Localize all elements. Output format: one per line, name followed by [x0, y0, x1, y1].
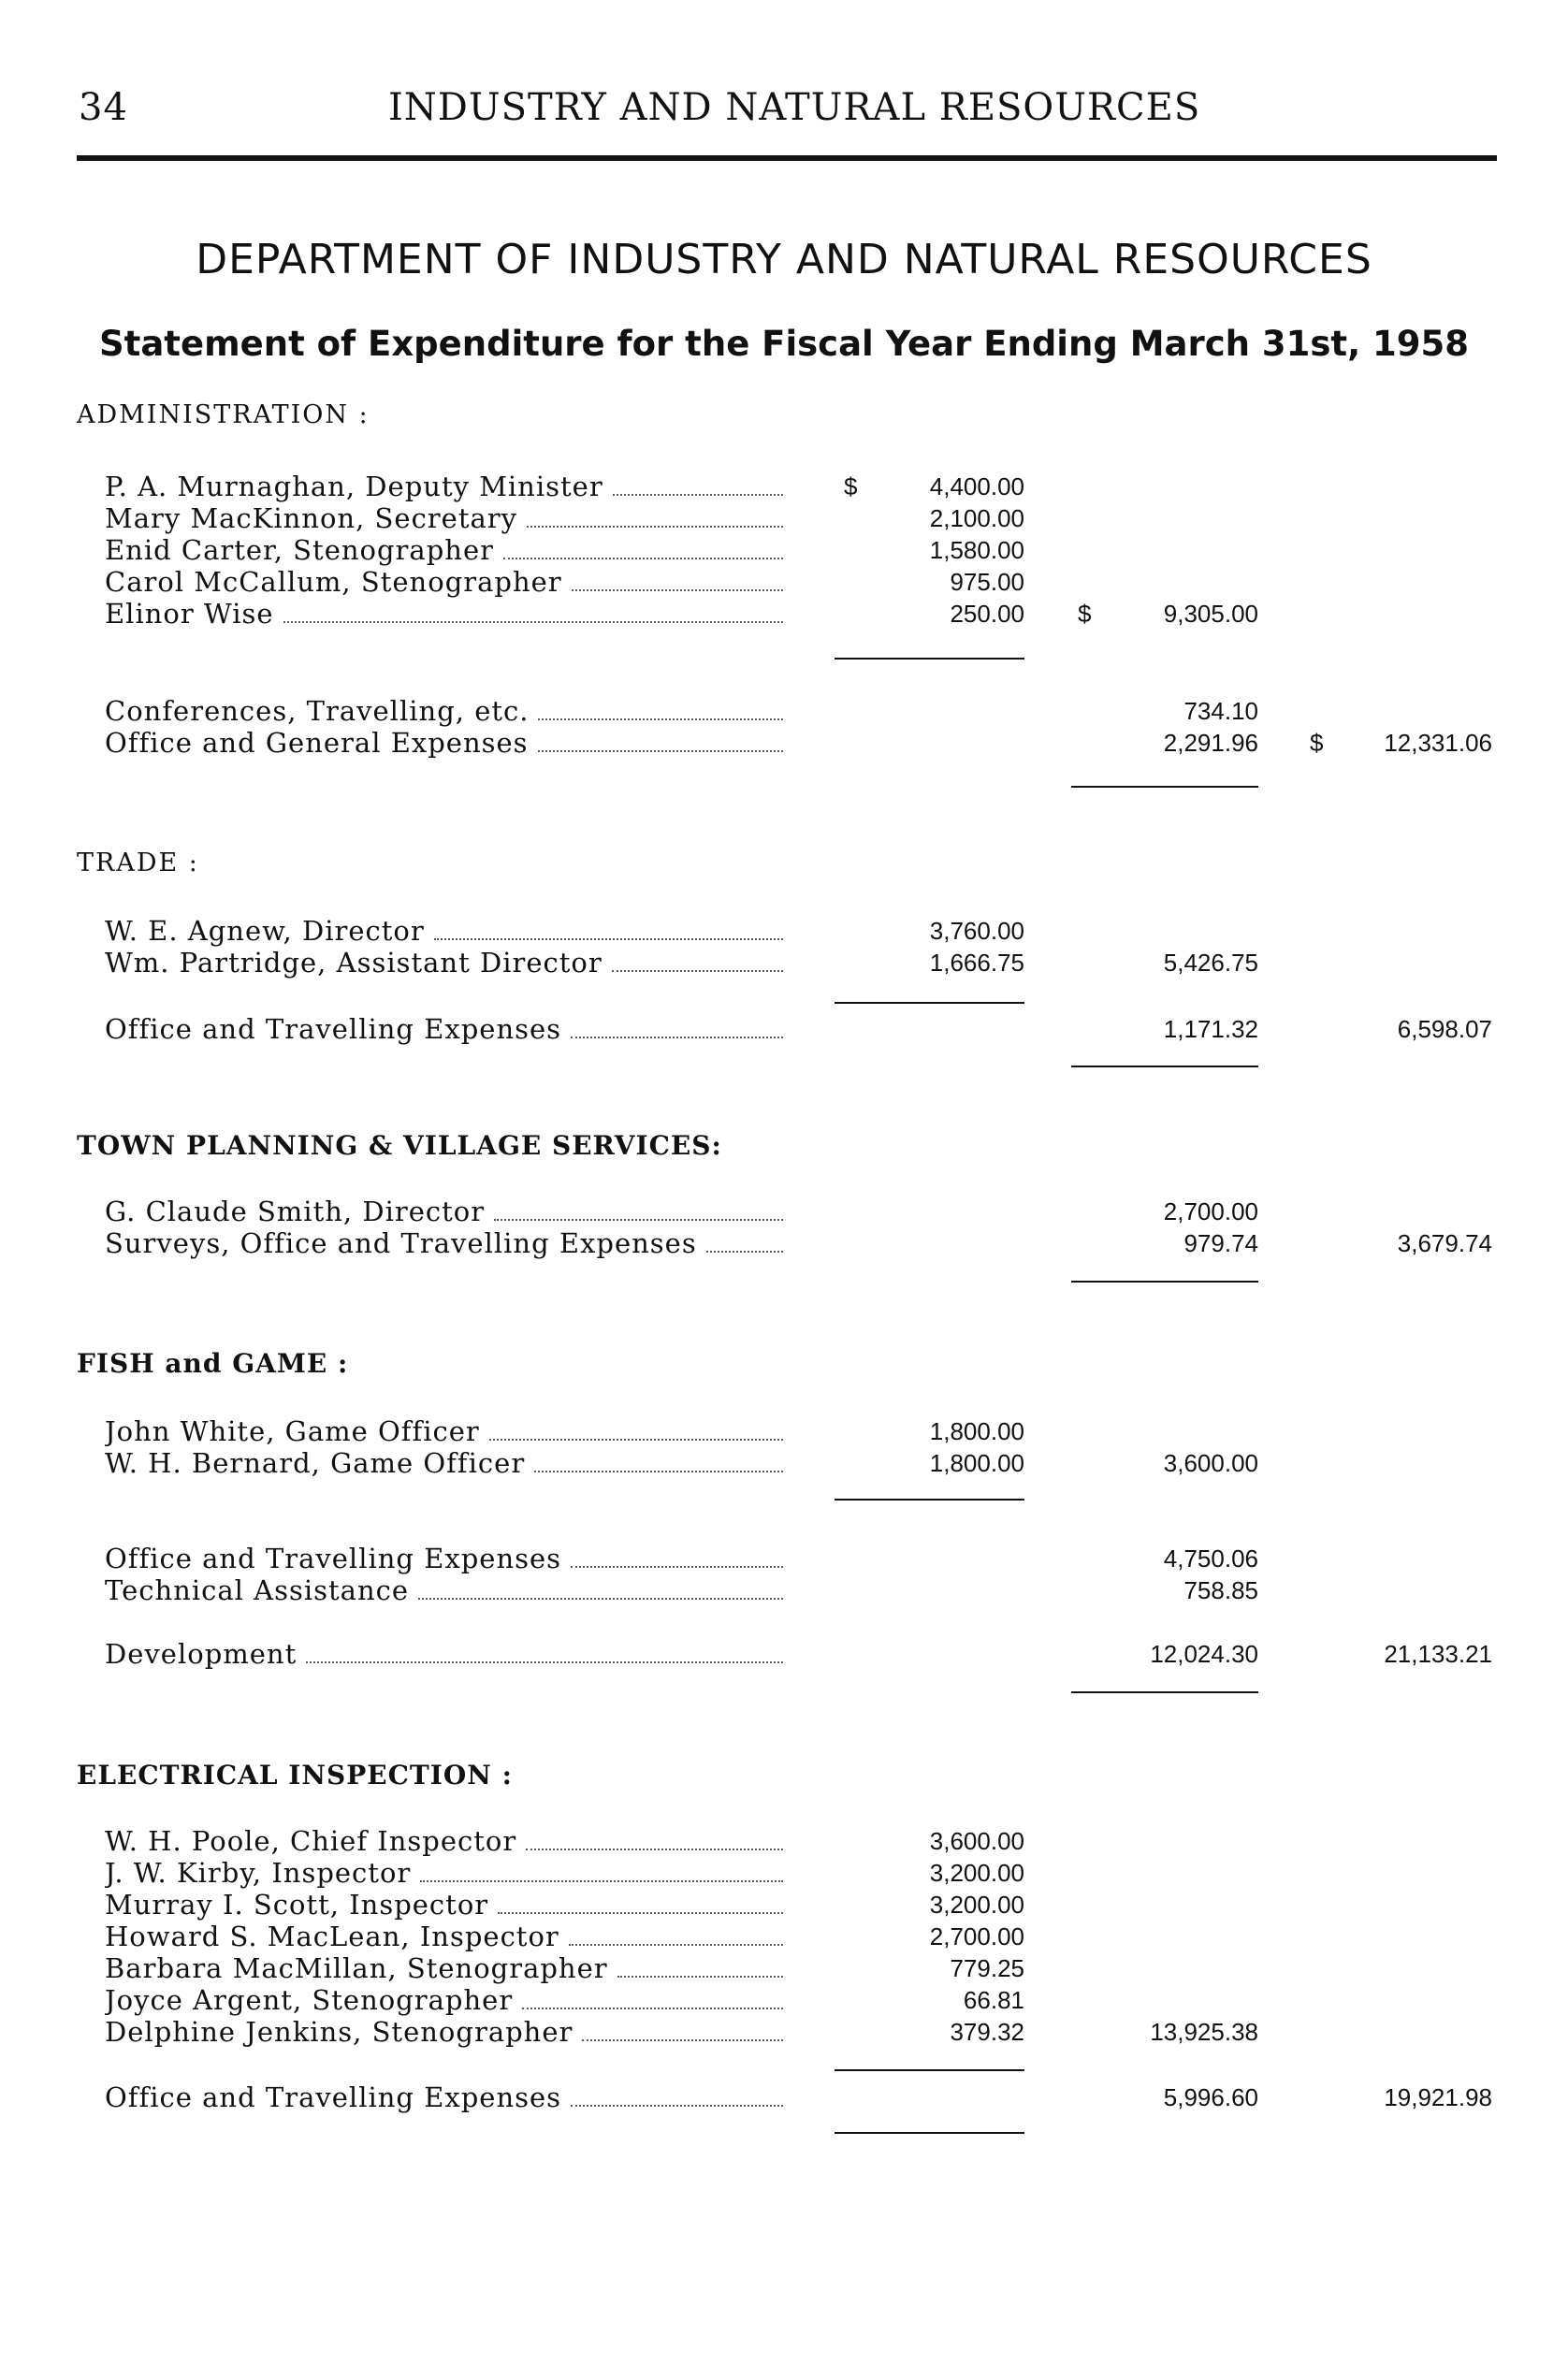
running-title: INDUSTRY AND NATURAL RESOURCES [388, 86, 1201, 129]
row-amount: 379.32 [950, 2018, 1024, 2046]
row-amount: 3,200.00 [929, 1891, 1024, 1919]
row-amount: 758.85 [1183, 1576, 1258, 1604]
row-amount: 2,100.00 [929, 504, 1024, 532]
row-label-wrap [105, 1226, 783, 1260]
subtotal-rule [835, 2069, 1024, 2071]
row-subtotal: 5,426.75 [1163, 949, 1258, 977]
row-label-wrap [105, 1195, 783, 1228]
table-row [0, 565, 1568, 599]
row-label-wrap [105, 1888, 783, 1921]
table-row [0, 1637, 1568, 1671]
table-row [0, 597, 1568, 631]
table-row [0, 1888, 1568, 1921]
row-amount: 979.74 [1183, 1229, 1258, 1257]
row-total: 6,598.07 [1397, 1015, 1492, 1043]
row-amount: 2,291.96 [1163, 729, 1258, 757]
row-amount: 4,750.06 [1163, 1544, 1258, 1573]
table-row [0, 1226, 1568, 1260]
row-label: John White, Game Officer [105, 1415, 480, 1447]
row-label-wrap [105, 1824, 783, 1858]
row-label-wrap [105, 2015, 783, 2049]
row-amount: 5,996.60 [1163, 2083, 1258, 2111]
row-label: Joyce Argent, Stenographer [105, 1984, 514, 2016]
leader-dots [420, 1880, 783, 1882]
row-label: Conferences, Travelling, etc. [105, 695, 530, 727]
row-label: Development [105, 1638, 298, 1670]
leader-dots [494, 1219, 783, 1221]
table-row [0, 1195, 1568, 1228]
row-label: W. E. Agnew, Director [105, 915, 425, 947]
leader-dots [526, 1849, 783, 1850]
table-row [0, 501, 1568, 535]
table-row [0, 1542, 1568, 1575]
table-row [0, 1446, 1568, 1480]
row-label-wrap [105, 1920, 783, 1953]
row-label: Surveys, Office and Travelling Expenses [105, 1227, 697, 1259]
row-label: Office and Travelling Expenses [105, 2081, 562, 2113]
statement-title: Statement of Expenditure for the Fiscal Year Ending March 31st, 1958 [99, 324, 1469, 364]
row-label-wrap [105, 1446, 783, 1480]
row-label-wrap [105, 501, 783, 535]
row-amount: 66.81 [963, 1986, 1024, 2014]
row-total: 3,679.74 [1397, 1229, 1492, 1257]
row-amount: 12,024.30 [1150, 1640, 1258, 1668]
leader-dots [522, 2008, 783, 2009]
row-label-wrap [105, 565, 783, 599]
row-label: Howard S. MacLean, Inspector [105, 1921, 559, 1952]
leader-dots [571, 1037, 783, 1038]
section-heading-trade: TRADE : [77, 848, 199, 877]
row-total: 12,331.06 [1384, 729, 1492, 757]
table-row [0, 1856, 1568, 1890]
row-amount: 1,800.00 [929, 1449, 1024, 1477]
row-label-wrap [105, 2081, 783, 2114]
table-row [0, 1573, 1568, 1607]
row-label: Elinor Wise [105, 598, 274, 630]
row-label: Office and Travelling Expenses [105, 1013, 562, 1045]
table-row [0, 1824, 1568, 1858]
row-label-wrap [105, 1414, 783, 1448]
leader-dots [498, 1912, 783, 1914]
section-heading-electrical: ELECTRICAL INSPECTION : [77, 1760, 513, 1791]
row-label: Office and Travelling Expenses [105, 1543, 562, 1574]
row-label: Mary MacKinnon, Secretary [105, 502, 518, 534]
row-amount: 1,580.00 [929, 536, 1024, 564]
table-row [0, 1983, 1568, 2017]
table-row [0, 1951, 1568, 1985]
subtotal-rule [835, 1002, 1024, 1004]
row-label: Wm. Partridge, Assistant Director [105, 947, 603, 979]
row-label-wrap [105, 694, 783, 728]
row-amount: 250.00 [950, 600, 1024, 628]
leader-dots [503, 558, 783, 559]
currency-symbol: $ [1310, 729, 1324, 757]
header-rule [77, 155, 1497, 161]
leader-dots [613, 494, 783, 496]
table-row [0, 726, 1568, 760]
row-amount: 3,200.00 [929, 1859, 1024, 1887]
subtotal-rule [835, 2132, 1024, 2134]
row-amount: 2,700.00 [1163, 1197, 1258, 1225]
leader-dots [418, 1598, 783, 1600]
row-label-wrap [105, 914, 783, 948]
currency-symbol: $ [844, 472, 858, 500]
leader-dots [569, 1944, 783, 1946]
leader-dots [538, 718, 783, 720]
row-label-wrap [105, 470, 783, 503]
leader-dots [538, 750, 783, 752]
total-rule [1071, 1281, 1258, 1283]
table-row [0, 1012, 1568, 1046]
table-row [0, 2081, 1568, 2114]
row-label: W. H. Bernard, Game Officer [105, 1447, 526, 1479]
row-label: Office and General Expenses [105, 727, 529, 759]
row-amount: 1,666.75 [929, 949, 1024, 977]
row-label: Technical Assistance [105, 1574, 410, 1606]
row-label: P. A. Murnaghan, Deputy Minister [105, 471, 603, 502]
leader-dots [582, 2039, 783, 2041]
page-number: 34 [79, 86, 128, 129]
row-subtotal: 13,925.38 [1150, 2018, 1258, 2046]
row-total: 21,133.21 [1384, 1640, 1492, 1668]
total-rule [1071, 1691, 1258, 1693]
leader-dots [283, 621, 783, 623]
currency-symbol: $ [1078, 600, 1092, 628]
row-amount: 2,700.00 [929, 1922, 1024, 1950]
row-label-wrap [105, 1856, 783, 1890]
row-label: J. W. Kirby, Inspector [105, 1857, 412, 1889]
row-label-wrap [105, 597, 783, 631]
row-label: Carol McCallum, Stenographer [105, 566, 562, 598]
section-heading-fish-game: FISH and GAME : [77, 1348, 349, 1379]
row-label-wrap [105, 1573, 783, 1607]
leader-dots [489, 1439, 783, 1441]
row-label-wrap [105, 1637, 783, 1671]
row-label-wrap [105, 726, 783, 760]
leader-dots [534, 1471, 783, 1472]
row-subtotal: 9,305.00 [1163, 600, 1258, 628]
row-label-wrap [105, 1012, 783, 1046]
row-label-wrap [105, 1951, 783, 1985]
row-amount: 734.10 [1183, 697, 1258, 725]
total-rule [1071, 1066, 1258, 1067]
row-label: W. H. Poole, Chief Inspector [105, 1825, 517, 1857]
leader-dots [617, 1976, 783, 1978]
row-subtotal: 3,600.00 [1163, 1449, 1258, 1477]
table-row [0, 1414, 1568, 1448]
row-label: G. Claude Smith, Director [105, 1196, 486, 1227]
row-total: 19,921.98 [1384, 2083, 1492, 2111]
row-amount: 1,171.32 [1163, 1015, 1258, 1043]
row-label: Enid Carter, Stenographer [105, 534, 494, 566]
leader-dots [571, 1566, 783, 1568]
leader-dots [527, 526, 783, 528]
row-amount: 4,400.00 [929, 472, 1024, 500]
row-amount: 779.25 [950, 1954, 1024, 1982]
leader-dots [306, 1661, 783, 1663]
row-label-wrap [105, 1983, 783, 2017]
row-label-wrap [105, 1542, 783, 1575]
table-row [0, 2015, 1568, 2049]
row-label: Murray I. Scott, Inspector [105, 1889, 489, 1921]
table-row [0, 946, 1568, 979]
row-label: Delphine Jenkins, Stenographer [105, 2016, 573, 2048]
row-label: Barbara MacMillan, Stenographer [105, 1952, 608, 1984]
section-heading-town-planning: TOWN PLANNING & VILLAGE SERVICES: [77, 1130, 722, 1161]
leader-dots [706, 1251, 783, 1253]
row-label-wrap [105, 533, 783, 567]
leader-dots [434, 938, 783, 940]
leader-dots [571, 2105, 783, 2107]
row-label-wrap [105, 946, 783, 979]
table-row [0, 533, 1568, 567]
row-amount: 1,800.00 [929, 1417, 1024, 1445]
row-amount: 3,760.00 [929, 917, 1024, 945]
table-row [0, 694, 1568, 728]
row-amount: 975.00 [950, 568, 1024, 596]
leader-dots [612, 970, 783, 972]
section-heading-administration: ADMINISTRATION : [77, 400, 370, 429]
leader-dots [572, 589, 783, 591]
subtotal-rule [835, 658, 1024, 660]
subtotal-rule [835, 1499, 1024, 1501]
department-title: DEPARTMENT OF INDUSTRY AND NATURAL RESOURCES [196, 236, 1372, 283]
row-amount: 3,600.00 [929, 1827, 1024, 1855]
table-row [0, 914, 1568, 948]
table-row [0, 470, 1568, 503]
table-row [0, 1920, 1568, 1953]
total-rule [1071, 786, 1258, 788]
